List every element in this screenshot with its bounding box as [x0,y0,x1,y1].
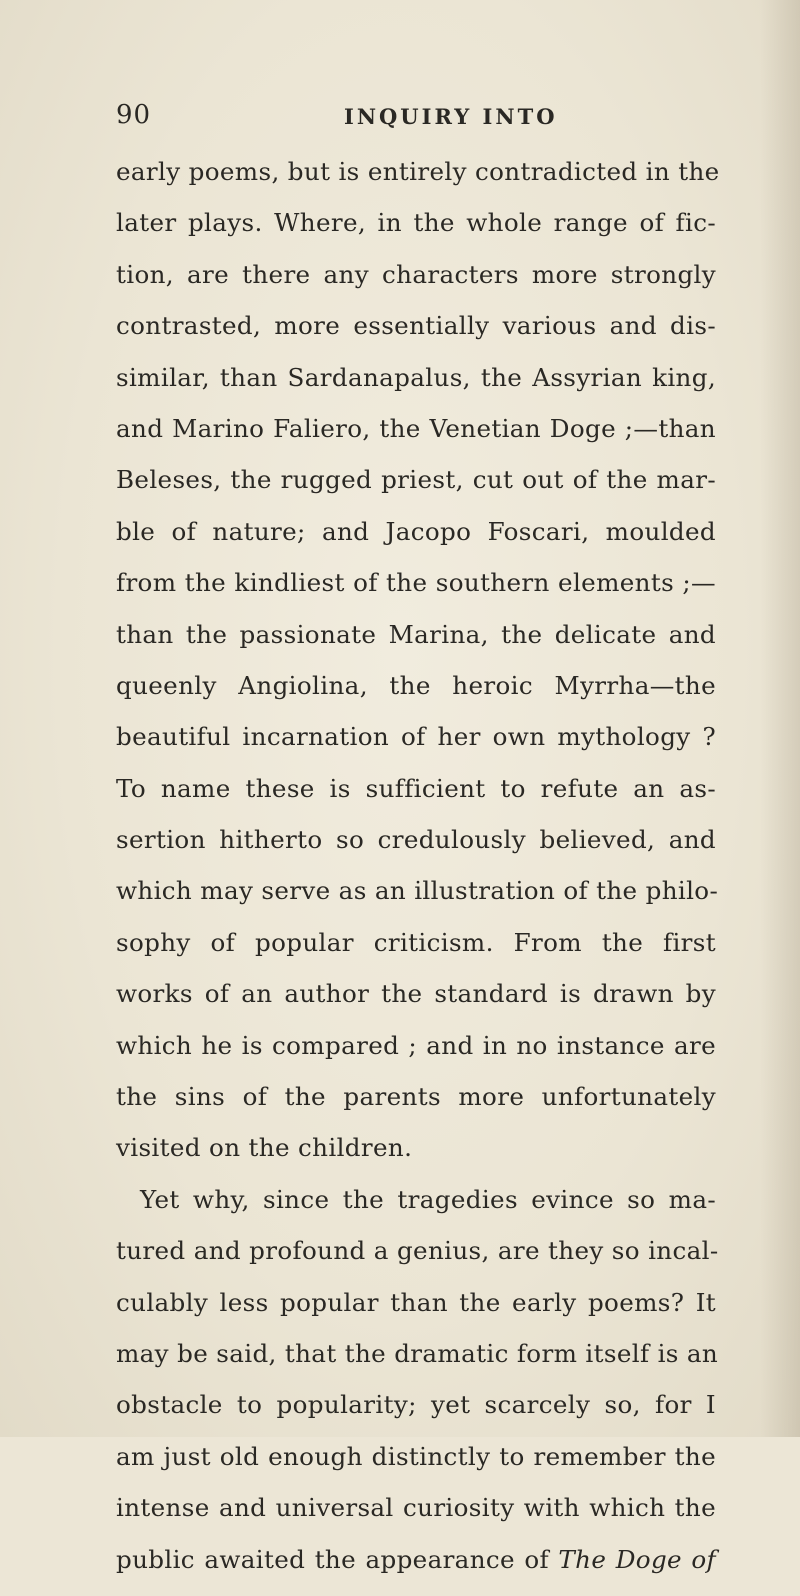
text-line: Beleses, the rugged priest, cut out of the mar- [116,465,716,495]
text-line: tured and profound a genius, are they so incal- [116,1236,719,1266]
text-line: beautiful incarnation of her own mythology ? [116,722,716,752]
text-line: sophy of popular criticism. From the first [116,927,716,957]
text-line: ble of nature; and Jacopo Foscari, moulded [116,516,716,546]
final-text-line [116,1545,716,1596]
text-line: which he is compared ; and in no instance are [116,1030,716,1060]
text-line: may be said, that the dramatic form itself is an [116,1338,719,1368]
text-line: than the passionate Marina, the delicate and [116,619,716,649]
text-line: similar, than Sardanapalus, the Assyrian king, [116,362,716,392]
final-line-text: public awaited the appearance of [116,1544,559,1574]
text-line: works of an author the standard is drawn by [116,979,716,1009]
page-header [116,100,716,136]
paragraph-start-line: Yet why, since the tragedies evince so ma- [140,1184,716,1214]
paragraph-end-line: visited on the children. [116,1133,413,1163]
text-line: which may serve as an illustration of the philo- [116,876,719,906]
running-head: INQUIRY INTO [344,104,558,129]
text-line: culably less popular than the early poems? It [116,1287,716,1317]
text-line: later plays. Where, in the whole range of fic- [116,208,716,238]
text-line: intense and universal curiosity with which the [116,1493,716,1523]
page-number: 90 [116,100,152,130]
text-line: tion, are there any characters more strongly [116,259,716,289]
text-line: contrasted, more essentially various and dis- [116,311,716,341]
text-line: obstacle to popularity; yet scarcely so, for I [116,1390,716,1420]
text-line: sertion hitherto so credulously believed, and [116,825,716,855]
text-line: and Marino Faliero, the Venetian Doge ;—than [116,413,716,443]
text-line: To name these is sufficient to refute an as- [116,773,716,803]
text-line: from the kindliest of the southern elements ;— [116,568,716,598]
body-text [116,157,720,1596]
text-line: queenly Angiolina, the heroic Myrrha—the [116,670,716,700]
text-line: the sins of the parents more unfortunately [116,1082,716,1112]
italic-title: The Doge of [558,1544,716,1574]
text-line: am just old enough distinctly to remember the [116,1441,716,1471]
text-line: early poems, but is entirely contradicted in the [116,157,720,186]
